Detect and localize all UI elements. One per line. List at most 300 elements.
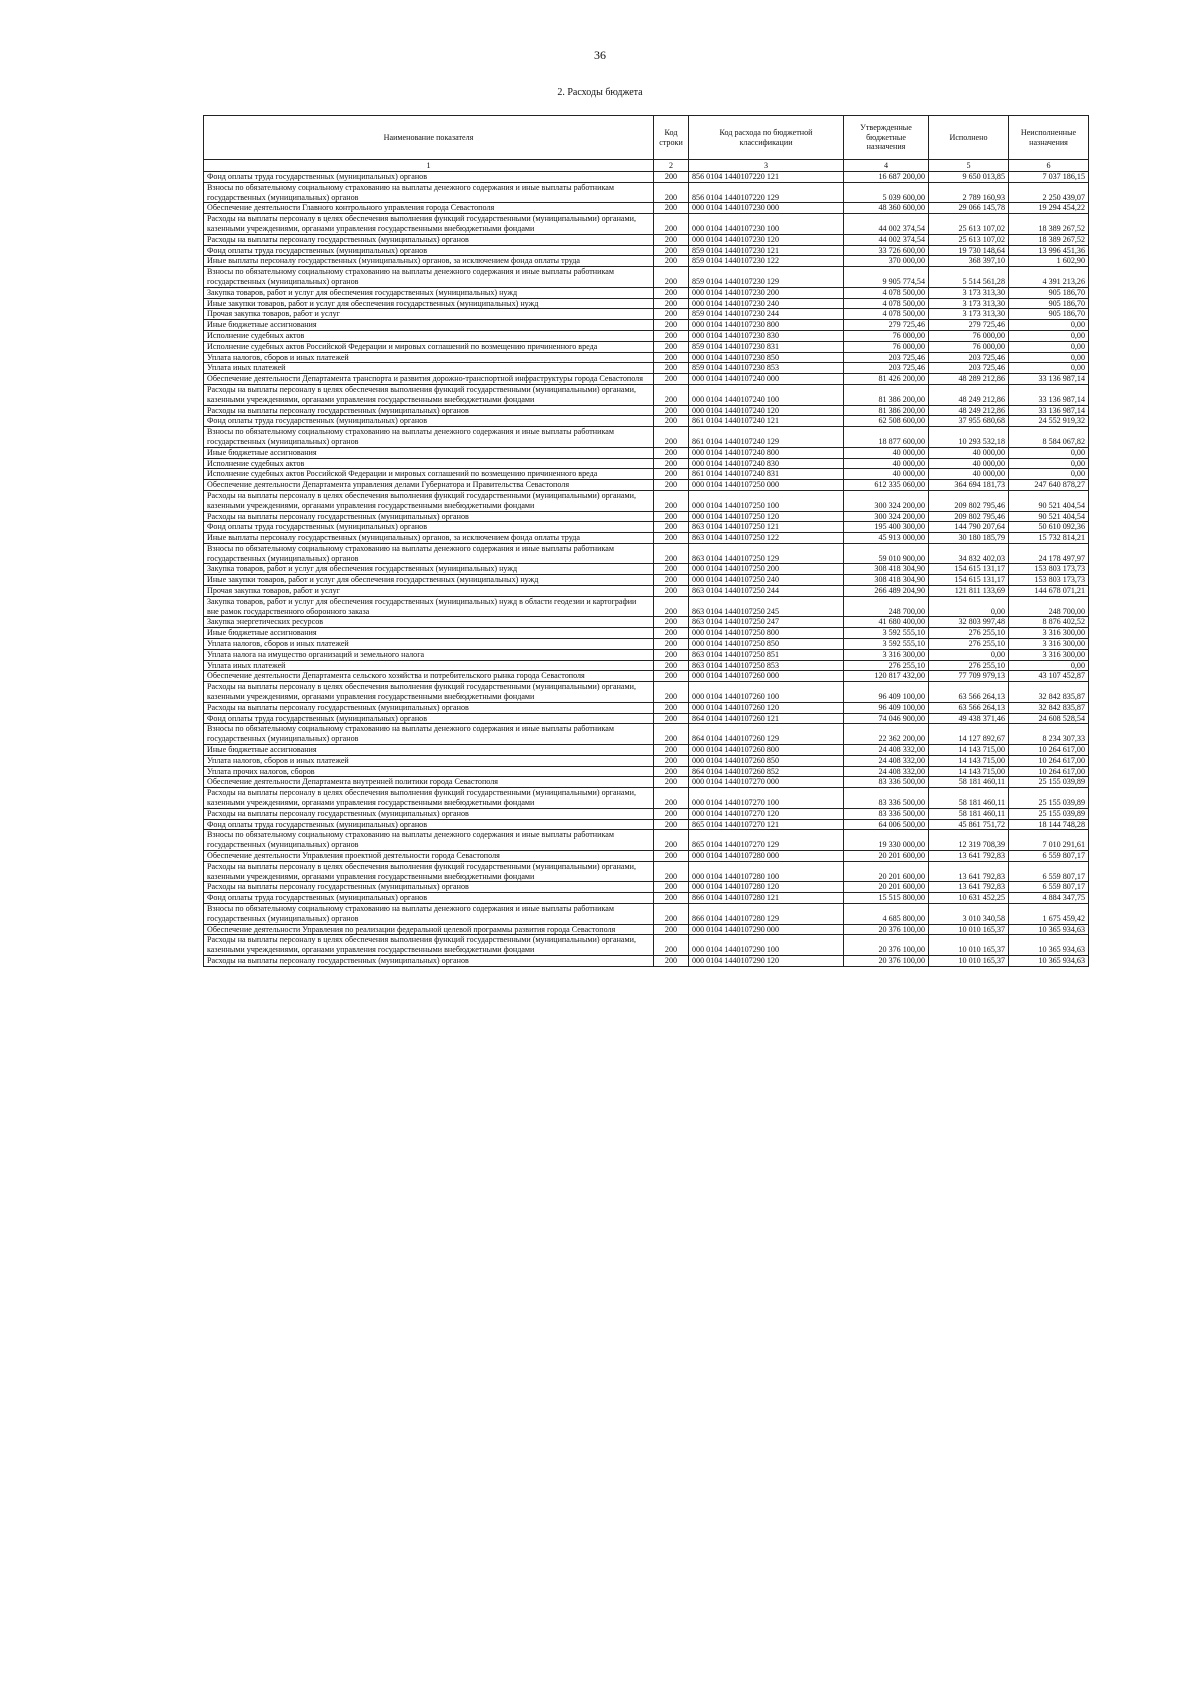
- table-row: [204, 490, 1089, 511]
- expense-code-cell: 000 0104 1440107280 100: [689, 861, 844, 882]
- line-code-cell: 200: [654, 935, 689, 956]
- table-row: [204, 745, 1089, 756]
- indicator-name-cell: Расходы на выплаты персоналу в целях обеспечения выполнения функций государственными (муниципальными) органами, казенными учреждениями, органами управления государственными внебюджетными фондами: [204, 490, 654, 511]
- indicator-name-cell: Взносы по обязательному социальному страхованию на выплаты денежного содержания и иные выплаты работникам государственных (муниципальных) органов: [204, 267, 654, 288]
- expense-code-cell: 864 0104 1440107260 852: [689, 766, 844, 777]
- expense-code-cell: 000 0104 1440107270 120: [689, 808, 844, 819]
- line-code-cell: 200: [654, 586, 689, 597]
- line-code-cell: 200: [654, 298, 689, 309]
- executed-amount-cell: 209 802 795,46: [929, 490, 1009, 511]
- table-row: [204, 893, 1089, 904]
- line-code-cell: 200: [654, 256, 689, 267]
- table-row: [204, 363, 1089, 374]
- expense-code-cell: 000 0104 1440107260 100: [689, 682, 844, 703]
- indicator-name-cell: Расходы на выплаты персоналу государственных (муниципальных) органов: [204, 955, 654, 966]
- approved-amount-cell: 96 409 100,00: [844, 702, 929, 713]
- expense-code-cell: 863 0104 1440107250 244: [689, 586, 844, 597]
- table-row: [204, 575, 1089, 586]
- expense-code-cell: 000 0104 1440107250 800: [689, 628, 844, 639]
- approved-amount-cell: 5 039 600,00: [844, 182, 929, 203]
- unexecuted-amount-cell: 32 842 835,87: [1009, 702, 1089, 713]
- approved-amount-cell: 40 000,00: [844, 469, 929, 480]
- table-row: [204, 788, 1089, 809]
- line-code-cell: 200: [654, 682, 689, 703]
- table-body: [204, 172, 1089, 967]
- unexecuted-amount-cell: 0,00: [1009, 660, 1089, 671]
- executed-amount-cell: 2 789 160,93: [929, 182, 1009, 203]
- unexecuted-amount-cell: 10 264 617,00: [1009, 755, 1089, 766]
- indicator-name-cell: Фонд оплаты труда государственных (муниципальных) органов: [204, 893, 654, 904]
- line-code-cell: 200: [654, 808, 689, 819]
- line-code-cell: 200: [654, 533, 689, 544]
- indicator-name-cell: Расходы на выплаты персоналу государственных (муниципальных) органов: [204, 702, 654, 713]
- approved-amount-cell: 33 726 600,00: [844, 245, 929, 256]
- expense-code-cell: 000 0104 1440107230 850: [689, 352, 844, 363]
- approved-amount-cell: 248 700,00: [844, 596, 929, 617]
- expense-code-cell: 000 0104 1440107250 120: [689, 511, 844, 522]
- indicator-name-cell: Расходы на выплаты персоналу государственных (муниципальных) органов: [204, 234, 654, 245]
- executed-amount-cell: 40 000,00: [929, 469, 1009, 480]
- unexecuted-amount-cell: 13 996 451,36: [1009, 245, 1089, 256]
- unexecuted-amount-cell: 905 186,70: [1009, 298, 1089, 309]
- indicator-name-cell: Уплата иных платежей: [204, 363, 654, 374]
- unexecuted-amount-cell: 144 678 071,21: [1009, 586, 1089, 597]
- line-code-cell: 200: [654, 745, 689, 756]
- table-row: [204, 861, 1089, 882]
- indicator-name-cell: Расходы на выплаты персоналу государственных (муниципальных) органов: [204, 808, 654, 819]
- line-code-cell: 200: [654, 320, 689, 331]
- executed-amount-cell: 13 641 792,83: [929, 861, 1009, 882]
- header-expense-code: Код расхода по бюджетной классификации: [689, 116, 844, 160]
- executed-amount-cell: 63 566 264,13: [929, 702, 1009, 713]
- expense-code-cell: 000 0104 1440107240 830: [689, 458, 844, 469]
- executed-amount-cell: 209 802 795,46: [929, 511, 1009, 522]
- expense-code-cell: 000 0104 1440107230 800: [689, 320, 844, 331]
- approved-amount-cell: 81 426 200,00: [844, 374, 929, 385]
- table-row: [204, 777, 1089, 788]
- table-row: [204, 182, 1089, 203]
- line-code-cell: 200: [654, 330, 689, 341]
- indicator-name-cell: Исполнение судебных актов: [204, 458, 654, 469]
- table-row: [204, 830, 1089, 851]
- unexecuted-amount-cell: 8 234 307,33: [1009, 724, 1089, 745]
- executed-amount-cell: 5 514 561,28: [929, 267, 1009, 288]
- column-number: 4: [844, 160, 929, 172]
- approved-amount-cell: 59 010 900,00: [844, 543, 929, 564]
- indicator-name-cell: Закупка товаров, работ и услуг для обеспечения государственных (муниципальных) нужд: [204, 287, 654, 298]
- indicator-name-cell: Уплата налога на имущество организаций и земельного налога: [204, 649, 654, 660]
- indicator-name-cell: Фонд оплаты труда государственных (муниципальных) органов: [204, 713, 654, 724]
- approved-amount-cell: 45 913 000,00: [844, 533, 929, 544]
- executed-amount-cell: 3 173 313,30: [929, 309, 1009, 320]
- approved-amount-cell: 76 000,00: [844, 341, 929, 352]
- unexecuted-amount-cell: 10 365 934,63: [1009, 955, 1089, 966]
- expense-code-cell: 866 0104 1440107280 129: [689, 903, 844, 924]
- unexecuted-amount-cell: 8 876 402,52: [1009, 617, 1089, 628]
- executed-amount-cell: 14 127 892,67: [929, 724, 1009, 745]
- approved-amount-cell: 4 078 500,00: [844, 287, 929, 298]
- table-row: [204, 724, 1089, 745]
- table-row: [204, 469, 1089, 480]
- unexecuted-amount-cell: 25 155 039,89: [1009, 808, 1089, 819]
- executed-amount-cell: 45 861 751,72: [929, 819, 1009, 830]
- table-row: [204, 341, 1089, 352]
- approved-amount-cell: 300 324 200,00: [844, 490, 929, 511]
- unexecuted-amount-cell: 0,00: [1009, 320, 1089, 331]
- table-row: [204, 671, 1089, 682]
- unexecuted-amount-cell: 15 732 814,21: [1009, 533, 1089, 544]
- line-code-cell: 200: [654, 267, 689, 288]
- approved-amount-cell: 276 255,10: [844, 660, 929, 671]
- line-code-cell: 200: [654, 374, 689, 385]
- table-row: [204, 903, 1089, 924]
- approved-amount-cell: 96 409 100,00: [844, 682, 929, 703]
- indicator-name-cell: Обеспечение деятельности Департамента управления делами Губернатора и Правительства Севастополя: [204, 480, 654, 491]
- expense-code-cell: 000 0104 1440107260 120: [689, 702, 844, 713]
- line-code-cell: 200: [654, 511, 689, 522]
- line-code-cell: 200: [654, 447, 689, 458]
- executed-amount-cell: 3 173 313,30: [929, 298, 1009, 309]
- table-row: [204, 480, 1089, 491]
- approved-amount-cell: 15 515 800,00: [844, 893, 929, 904]
- unexecuted-amount-cell: 10 365 934,63: [1009, 935, 1089, 956]
- executed-amount-cell: 48 249 212,86: [929, 405, 1009, 416]
- expense-code-cell: 000 0104 1440107250 000: [689, 480, 844, 491]
- approved-amount-cell: 20 376 100,00: [844, 955, 929, 966]
- unexecuted-amount-cell: 33 136 987,14: [1009, 374, 1089, 385]
- indicator-name-cell: Иные закупки товаров, работ и услуг для обеспечения государственных (муниципальных) нужд: [204, 575, 654, 586]
- indicator-name-cell: Уплата налогов, сборов и иных платежей: [204, 352, 654, 363]
- indicator-name-cell: Взносы по обязательному социальному страхованию на выплаты денежного содержания и иные выплаты работникам государственных (муниципальных) органов: [204, 724, 654, 745]
- executed-amount-cell: 25 613 107,02: [929, 234, 1009, 245]
- table-row: [204, 172, 1089, 183]
- approved-amount-cell: 3 592 555,10: [844, 628, 929, 639]
- executed-amount-cell: 203 725,46: [929, 363, 1009, 374]
- section-title: 2. Расходы бюджета: [557, 87, 643, 98]
- column-number: 1: [204, 160, 654, 172]
- expense-code-cell: 000 0104 1440107250 100: [689, 490, 844, 511]
- table-row: [204, 234, 1089, 245]
- unexecuted-amount-cell: 10 264 617,00: [1009, 745, 1089, 756]
- column-number-row: [204, 160, 1089, 172]
- executed-amount-cell: 40 000,00: [929, 458, 1009, 469]
- table-row: [204, 309, 1089, 320]
- table-row: [204, 596, 1089, 617]
- expense-code-cell: 859 0104 1440107230 122: [689, 256, 844, 267]
- approved-amount-cell: 24 408 332,00: [844, 755, 929, 766]
- line-code-cell: 200: [654, 245, 689, 256]
- executed-amount-cell: 121 811 133,69: [929, 586, 1009, 597]
- line-code-cell: 200: [654, 427, 689, 448]
- indicator-name-cell: Обеспечение деятельности Департамента внутренней политики города Севастополя: [204, 777, 654, 788]
- unexecuted-amount-cell: 24 552 919,32: [1009, 416, 1089, 427]
- line-code-cell: 200: [654, 575, 689, 586]
- line-code-cell: 200: [654, 660, 689, 671]
- approved-amount-cell: 44 002 374,54: [844, 234, 929, 245]
- column-number: 2: [654, 160, 689, 172]
- expense-code-cell: 863 0104 1440107250 121: [689, 522, 844, 533]
- approved-amount-cell: 203 725,46: [844, 352, 929, 363]
- indicator-name-cell: Фонд оплаты труда государственных (муниципальных) органов: [204, 522, 654, 533]
- expense-code-cell: 864 0104 1440107260 121: [689, 713, 844, 724]
- line-code-cell: 200: [654, 903, 689, 924]
- executed-amount-cell: 48 289 212,86: [929, 374, 1009, 385]
- unexecuted-amount-cell: 18 144 748,28: [1009, 819, 1089, 830]
- expense-code-cell: 000 0104 1440107240 120: [689, 405, 844, 416]
- table-row: [204, 374, 1089, 385]
- unexecuted-amount-cell: 905 186,70: [1009, 287, 1089, 298]
- expense-code-cell: 000 0104 1440107230 830: [689, 330, 844, 341]
- expense-code-cell: 865 0104 1440107270 121: [689, 819, 844, 830]
- approved-amount-cell: 22 362 200,00: [844, 724, 929, 745]
- unexecuted-amount-cell: 153 803 173,73: [1009, 575, 1089, 586]
- approved-amount-cell: 48 360 600,00: [844, 203, 929, 214]
- executed-amount-cell: 25 613 107,02: [929, 214, 1009, 235]
- executed-amount-cell: 279 725,46: [929, 320, 1009, 331]
- table-row: [204, 924, 1089, 935]
- executed-amount-cell: 0,00: [929, 649, 1009, 660]
- unexecuted-amount-cell: 24 608 528,54: [1009, 713, 1089, 724]
- line-code-cell: 200: [654, 352, 689, 363]
- unexecuted-amount-cell: 248 700,00: [1009, 596, 1089, 617]
- executed-amount-cell: 203 725,46: [929, 352, 1009, 363]
- expense-code-cell: 000 0104 1440107260 800: [689, 745, 844, 756]
- approved-amount-cell: 24 408 332,00: [844, 745, 929, 756]
- expense-code-cell: 000 0104 1440107230 200: [689, 287, 844, 298]
- unexecuted-amount-cell: 24 178 497,97: [1009, 543, 1089, 564]
- line-code-cell: 200: [654, 182, 689, 203]
- executed-amount-cell: 58 181 460,11: [929, 788, 1009, 809]
- unexecuted-amount-cell: 3 316 300,00: [1009, 639, 1089, 650]
- indicator-name-cell: Взносы по обязательному социальному страхованию на выплаты денежного содержания и иные выплаты работникам государственных (муниципальных) органов: [204, 903, 654, 924]
- expense-code-cell: 865 0104 1440107270 129: [689, 830, 844, 851]
- line-code-cell: 200: [654, 777, 689, 788]
- line-code-cell: 200: [654, 490, 689, 511]
- header-line-code: Код строки: [654, 116, 689, 160]
- unexecuted-amount-cell: 6 559 807,17: [1009, 851, 1089, 862]
- expense-code-cell: 856 0104 1440107220 121: [689, 172, 844, 183]
- table-row: [204, 203, 1089, 214]
- line-code-cell: 200: [654, 234, 689, 245]
- unexecuted-amount-cell: 3 316 300,00: [1009, 649, 1089, 660]
- line-code-cell: 200: [654, 882, 689, 893]
- table-row: [204, 256, 1089, 267]
- expense-code-cell: 863 0104 1440107250 851: [689, 649, 844, 660]
- approved-amount-cell: 370 000,00: [844, 256, 929, 267]
- line-code-cell: 200: [654, 363, 689, 374]
- table-row: [204, 447, 1089, 458]
- table-row: [204, 352, 1089, 363]
- unexecuted-amount-cell: 50 610 092,36: [1009, 522, 1089, 533]
- table-row: [204, 405, 1089, 416]
- approved-amount-cell: 308 418 304,90: [844, 575, 929, 586]
- indicator-name-cell: Исполнение судебных актов Российской Федерации и мировых соглашений по возмещению причиненного вреда: [204, 341, 654, 352]
- indicator-name-cell: Иные закупки товаров, работ и услуг для обеспечения государственных (муниципальных) нужд: [204, 298, 654, 309]
- approved-amount-cell: 16 687 200,00: [844, 172, 929, 183]
- unexecuted-amount-cell: 3 316 300,00: [1009, 628, 1089, 639]
- indicator-name-cell: Взносы по обязательному социальному страхованию на выплаты денежного содержания и иные выплаты работникам государственных (муниципальных) органов: [204, 830, 654, 851]
- table-row: [204, 808, 1089, 819]
- indicator-name-cell: Обеспечение деятельности Департамента сельского хозяйства и потребительского рынка города Севастополя: [204, 671, 654, 682]
- unexecuted-amount-cell: 1 675 459,42: [1009, 903, 1089, 924]
- expense-code-cell: 863 0104 1440107250 245: [689, 596, 844, 617]
- expense-code-cell: 000 0104 1440107290 100: [689, 935, 844, 956]
- unexecuted-amount-cell: 0,00: [1009, 469, 1089, 480]
- executed-amount-cell: 49 438 371,46: [929, 713, 1009, 724]
- approved-amount-cell: 83 336 500,00: [844, 788, 929, 809]
- executed-amount-cell: 13 641 792,83: [929, 851, 1009, 862]
- unexecuted-amount-cell: 0,00: [1009, 458, 1089, 469]
- line-code-cell: 200: [654, 309, 689, 320]
- approved-amount-cell: 62 508 600,00: [844, 416, 929, 427]
- expense-code-cell: 000 0104 1440107270 000: [689, 777, 844, 788]
- line-code-cell: 200: [654, 724, 689, 745]
- unexecuted-amount-cell: 8 584 067,82: [1009, 427, 1089, 448]
- approved-amount-cell: 20 201 600,00: [844, 851, 929, 862]
- indicator-name-cell: Взносы по обязательному социальному страхованию на выплаты денежного содержания и иные выплаты работникам государственных (муниципальных) органов: [204, 543, 654, 564]
- unexecuted-amount-cell: 4 391 213,26: [1009, 267, 1089, 288]
- indicator-name-cell: Фонд оплаты труда государственных (муниципальных) органов: [204, 416, 654, 427]
- line-code-cell: 200: [654, 384, 689, 405]
- approved-amount-cell: 612 335 060,00: [844, 480, 929, 491]
- line-code-cell: 200: [654, 766, 689, 777]
- approved-amount-cell: 20 201 600,00: [844, 882, 929, 893]
- expense-code-cell: 000 0104 1440107230 000: [689, 203, 844, 214]
- expense-code-cell: 000 0104 1440107250 200: [689, 564, 844, 575]
- executed-amount-cell: 0,00: [929, 596, 1009, 617]
- approved-amount-cell: 41 680 400,00: [844, 617, 929, 628]
- header-unexecuted: Неисполненные назначения: [1009, 116, 1089, 160]
- table-row: [204, 214, 1089, 235]
- approved-amount-cell: 40 000,00: [844, 458, 929, 469]
- executed-amount-cell: 30 180 185,79: [929, 533, 1009, 544]
- expense-code-cell: 859 0104 1440107230 129: [689, 267, 844, 288]
- approved-amount-cell: 24 408 332,00: [844, 766, 929, 777]
- unexecuted-amount-cell: 90 521 404,54: [1009, 490, 1089, 511]
- approved-amount-cell: 20 376 100,00: [844, 924, 929, 935]
- line-code-cell: 200: [654, 416, 689, 427]
- approved-amount-cell: 3 592 555,10: [844, 639, 929, 650]
- unexecuted-amount-cell: 90 521 404,54: [1009, 511, 1089, 522]
- executed-amount-cell: 276 255,10: [929, 639, 1009, 650]
- unexecuted-amount-cell: 25 155 039,89: [1009, 788, 1089, 809]
- indicator-name-cell: Прочая закупка товаров, работ и услуг: [204, 586, 654, 597]
- indicator-name-cell: Уплата прочих налогов, сборов: [204, 766, 654, 777]
- table-row: [204, 511, 1089, 522]
- indicator-name-cell: Расходы на выплаты персоналу государственных (муниципальных) органов: [204, 511, 654, 522]
- executed-amount-cell: 63 566 264,13: [929, 682, 1009, 703]
- approved-amount-cell: 81 386 200,00: [844, 405, 929, 416]
- indicator-name-cell: Фонд оплаты труда государственных (муниципальных) органов: [204, 245, 654, 256]
- line-code-cell: 200: [654, 671, 689, 682]
- line-code-cell: 200: [654, 893, 689, 904]
- indicator-name-cell: Иные бюджетные ассигнования: [204, 745, 654, 756]
- indicator-name-cell: Расходы на выплаты персоналу в целях обеспечения выполнения функций государственными (муниципальными) органами, казенными учреждениями, органами управления государственными внебюджетными фондами: [204, 935, 654, 956]
- executed-amount-cell: 14 143 715,00: [929, 745, 1009, 756]
- column-number: 6: [1009, 160, 1089, 172]
- approved-amount-cell: 83 336 500,00: [844, 777, 929, 788]
- indicator-name-cell: Иные выплаты персоналу государственных (муниципальных) органов, за исключением фонда оплаты труда: [204, 256, 654, 267]
- line-code-cell: 200: [654, 287, 689, 298]
- indicator-name-cell: Уплата налогов, сборов и иных платежей: [204, 639, 654, 650]
- approved-amount-cell: 308 418 304,90: [844, 564, 929, 575]
- indicator-name-cell: Иные бюджетные ассигнования: [204, 447, 654, 458]
- line-code-cell: 200: [654, 458, 689, 469]
- executed-amount-cell: 276 255,10: [929, 660, 1009, 671]
- table-row: [204, 628, 1089, 639]
- table-row: [204, 427, 1089, 448]
- unexecuted-amount-cell: 18 389 267,52: [1009, 234, 1089, 245]
- indicator-name-cell: Взносы по обязательному социальному страхованию на выплаты денежного содержания и иные выплаты работникам государственных (муниципальных) органов: [204, 182, 654, 203]
- line-code-cell: 200: [654, 522, 689, 533]
- executed-amount-cell: 48 249 212,86: [929, 384, 1009, 405]
- executed-amount-cell: 32 803 997,48: [929, 617, 1009, 628]
- indicator-name-cell: Исполнение судебных актов: [204, 330, 654, 341]
- indicator-name-cell: Фонд оплаты труда государственных (муниципальных) органов: [204, 819, 654, 830]
- indicator-name-cell: Иные выплаты персоналу государственных (муниципальных) органов, за исключением фонда оплаты труда: [204, 533, 654, 544]
- header-executed: Исполнено: [929, 116, 1009, 160]
- executed-amount-cell: 10 010 165,37: [929, 955, 1009, 966]
- unexecuted-amount-cell: 7 010 291,61: [1009, 830, 1089, 851]
- executed-amount-cell: 58 181 460,11: [929, 777, 1009, 788]
- line-code-cell: 200: [654, 851, 689, 862]
- indicator-name-cell: Расходы на выплаты персоналу в целях обеспечения выполнения функций государственными (муниципальными) органами, казенными учреждениями, органами управления государственными внебюджетными фондами: [204, 214, 654, 235]
- executed-amount-cell: 34 832 402,03: [929, 543, 1009, 564]
- line-code-cell: 200: [654, 755, 689, 766]
- table-row: [204, 522, 1089, 533]
- indicator-name-cell: Расходы на выплаты персоналу в целях обеспечения выполнения функций государственными (муниципальными) органами, казенными учреждениями, органами управления государственными внебюджетными фондами: [204, 384, 654, 405]
- expense-code-cell: 859 0104 1440107230 853: [689, 363, 844, 374]
- line-code-cell: 200: [654, 788, 689, 809]
- expense-code-cell: 864 0104 1440107260 129: [689, 724, 844, 745]
- unexecuted-amount-cell: 10 264 617,00: [1009, 766, 1089, 777]
- expense-code-cell: 000 0104 1440107240 100: [689, 384, 844, 405]
- table-row: [204, 851, 1089, 862]
- approved-amount-cell: 64 006 500,00: [844, 819, 929, 830]
- indicator-name-cell: Прочая закупка товаров, работ и услуг: [204, 309, 654, 320]
- line-code-cell: 200: [654, 480, 689, 491]
- executed-amount-cell: 14 143 715,00: [929, 755, 1009, 766]
- table-row: [204, 267, 1089, 288]
- table-row: [204, 245, 1089, 256]
- approved-amount-cell: 76 000,00: [844, 330, 929, 341]
- line-code-cell: 200: [654, 628, 689, 639]
- line-code-cell: 200: [654, 830, 689, 851]
- approved-amount-cell: 300 324 200,00: [844, 511, 929, 522]
- indicator-name-cell: Расходы на выплаты персоналу в целях обеспечения выполнения функций государственными (муниципальными) органами, казенными учреждениями, органами управления государственными внебюджетными фондами: [204, 861, 654, 882]
- executed-amount-cell: 13 641 792,83: [929, 882, 1009, 893]
- expense-code-cell: 000 0104 1440107230 100: [689, 214, 844, 235]
- line-code-cell: 200: [654, 469, 689, 480]
- executed-amount-cell: 76 000,00: [929, 341, 1009, 352]
- indicator-name-cell: Закупка товаров, работ и услуг для обеспечения государственных (муниципальных) нужд в области геодезии и картографии вне рамок государственного оборонного заказа: [204, 596, 654, 617]
- unexecuted-amount-cell: 247 640 878,27: [1009, 480, 1089, 491]
- indicator-name-cell: Расходы на выплаты персоналу в целях обеспечения выполнения функций государственными (муниципальными) органами, казенными учреждениями, органами управления государственными внебюджетными фондами: [204, 682, 654, 703]
- approved-amount-cell: 9 905 774,54: [844, 267, 929, 288]
- expense-code-cell: 861 0104 1440107240 831: [689, 469, 844, 480]
- expense-code-cell: 000 0104 1440107260 000: [689, 671, 844, 682]
- column-number: 5: [929, 160, 1009, 172]
- line-code-cell: 200: [654, 341, 689, 352]
- line-code-cell: 200: [654, 713, 689, 724]
- unexecuted-amount-cell: 0,00: [1009, 341, 1089, 352]
- approved-amount-cell: 81 386 200,00: [844, 384, 929, 405]
- expense-code-cell: 000 0104 1440107280 120: [689, 882, 844, 893]
- unexecuted-amount-cell: 18 389 267,52: [1009, 214, 1089, 235]
- indicator-name-cell: Расходы на выплаты персоналу государственных (муниципальных) органов: [204, 405, 654, 416]
- table-row: [204, 416, 1089, 427]
- table-row: [204, 755, 1089, 766]
